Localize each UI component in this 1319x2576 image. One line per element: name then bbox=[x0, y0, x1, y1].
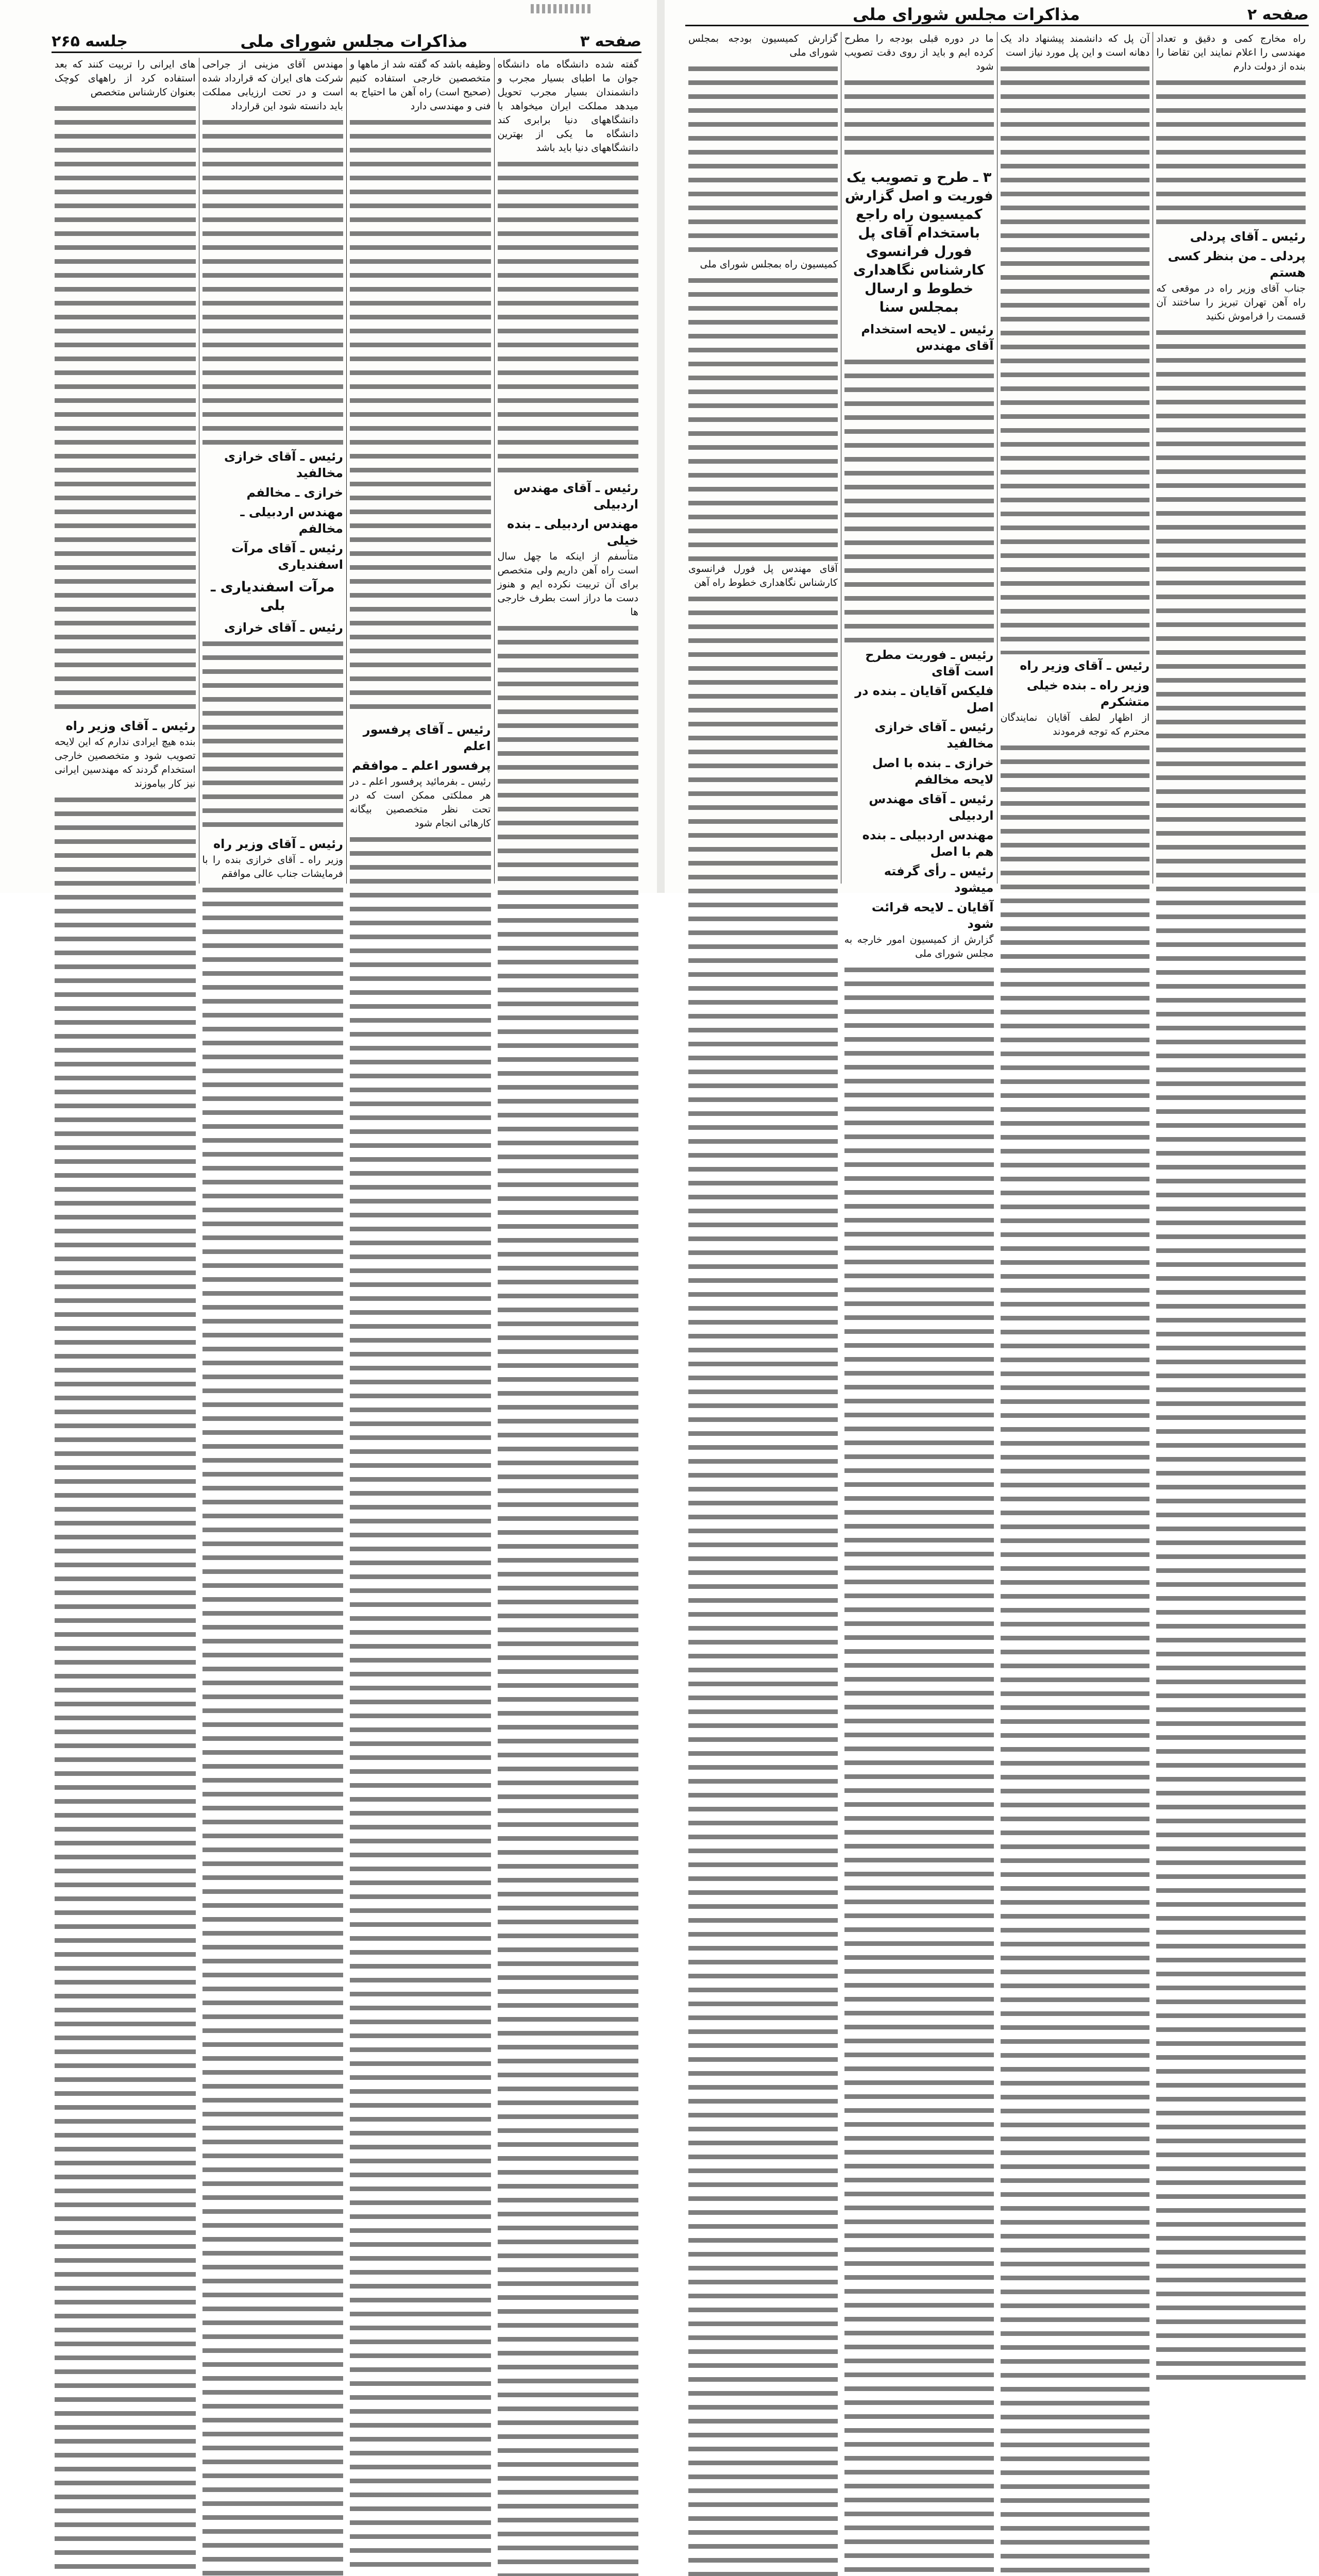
right-col3-speaker: رئیس ـ فوریت مطرح است آقای bbox=[865, 648, 994, 679]
left-col2-paragraph: رئیس ـ بفرمائید پرفسور اعلم ـ در هر مملکتی ممکن است که در تحت نظر متخصصین بیگانه کارهائی انجام شود bbox=[350, 776, 491, 829]
right-col3-text-lines bbox=[844, 355, 994, 643]
right-col3-section-heading: ۳ ـ طرح و تصویب یک فوریت و اصل گزارش کمیسیون راه راجع باستخدام آقای پل فورل فرانسوی کارشناس نگاهداری خطوط و ارسال بمجلس سنا bbox=[844, 170, 993, 315]
left-col3-speaker: رئیس ـ آقای مرآت اسفندیاری bbox=[231, 541, 343, 572]
right-col2-paragraph: از اظهار لطف آقایان نمایندگان محترم که توجه فرمودند bbox=[1000, 712, 1150, 737]
right-col3-speaker: مهندس اردبیلی ـ بنده هم با اصل bbox=[862, 828, 994, 859]
left-column-3 bbox=[199, 58, 347, 884]
scan-artifact bbox=[531, 4, 593, 13]
left-col4-text-lines bbox=[55, 793, 196, 2576]
right-col3-paragraph: گزارش از کمیسیون امور خارجه به مجلس شورای ملی bbox=[844, 934, 994, 959]
left-column-4 bbox=[52, 58, 199, 884]
right-col1-speaker: پردلی ـ من بنظر کسی هستم bbox=[1168, 249, 1306, 280]
left-col3-paragraph: مهندس آقای مزینی از جراحی شرکت های ایران که قرارداد شده است و در تحت ارزیابی مملکت باید دانسته شود این قرارداد bbox=[202, 59, 343, 112]
left-col3-speaker: رئیس ـ آقای خرازی مخالفید bbox=[224, 449, 343, 480]
left-col1-speaker: مهندس اردبیلی ـ بنده خیلی bbox=[507, 517, 638, 548]
left-col3-speaker: رئیس ـ آقای خرازی bbox=[224, 620, 343, 635]
right-col1-paragraph: جناب آقای وزیر راه در موقعی که راه آهن تهران تبریز را ساختند آن قسمت را فراموش نکنید bbox=[1156, 283, 1306, 322]
right-col1-text-lines bbox=[1156, 326, 1306, 2386]
right-col3-speaker: آقایان ـ لایحه قرائت شود bbox=[871, 900, 994, 931]
left-header-session: جلسه ۲۶۵ bbox=[52, 32, 128, 50]
right-col1-text-lines bbox=[1156, 76, 1306, 225]
left-newspaper-page bbox=[0, 0, 657, 893]
right-col3-text-lines bbox=[844, 76, 994, 163]
left-header-page-number: صفحه ۳ bbox=[580, 32, 641, 50]
page-gutter bbox=[657, 0, 665, 893]
right-newspaper-page bbox=[665, 0, 1319, 959]
left-col2-text-lines bbox=[350, 833, 491, 2576]
right-column-2 bbox=[997, 32, 1153, 884]
right-column-4 bbox=[685, 32, 841, 884]
left-col3-paragraph: وزیر راه ـ آقای خرازی بنده را با فرمایشات جناب عالی موافقم bbox=[202, 854, 343, 879]
left-column-1 bbox=[494, 58, 642, 884]
right-col4-paragraph: آقای مهندس پل فورل فرانسوی کارشناس نگاهداری خطوط راه آهن bbox=[688, 563, 838, 588]
right-col4-text-lines bbox=[688, 592, 838, 2576]
left-page-columns bbox=[52, 58, 641, 884]
right-col1-paragraph: راه مخارج کمی و دقیق و تعداد مهندسی را اعلام نمایند این تقاضا را بنده از دولت دارم bbox=[1156, 33, 1306, 72]
right-col4-text-lines bbox=[688, 274, 838, 562]
left-col4-paragraph: های ایرانی را تربیت کنند که بعد استفاده کرد از راههای کوچک بعنوان کارشناس متخصص bbox=[55, 59, 196, 98]
right-col2-text-lines bbox=[1001, 62, 1150, 654]
left-col4-speaker: رئیس ـ آقای وزیر راه bbox=[65, 719, 196, 733]
left-col4-text-lines bbox=[55, 101, 196, 715]
left-col3-text-lines bbox=[202, 115, 344, 445]
right-col3-speaker: رئیس ـ آقای مهندس اردبیلی bbox=[869, 792, 994, 823]
right-header-title: مذاکرات مجلس شورای ملی bbox=[852, 5, 1080, 24]
right-col3-speaker: رئیس ـ آقای خرازی مخالفید bbox=[874, 720, 994, 751]
left-col1-paragraph: گفته شده دانشگاه ماه دانشگاه جوان ما اطبای بسیار مجرب و دانشمندان بسیار مجرب تحویل میدهد مملکت ایران میخواهد با دانشگاههای دنیا برابری کند دانشگاه ما یکی از بهترین دانشگاههای دنیا باید باشد bbox=[497, 59, 638, 154]
left-col2-text-lines bbox=[350, 115, 491, 718]
left-col2-speaker: پرفسور اعلم ـ موافقم bbox=[352, 758, 491, 773]
left-header-title: مذاکرات مجلس شورای ملی bbox=[240, 31, 468, 51]
right-col3-speaker: خرازی ـ بنده با اصل لایحه مخالفم bbox=[872, 756, 994, 787]
left-col3-text-lines bbox=[202, 637, 344, 833]
right-page-columns bbox=[685, 32, 1309, 959]
left-page-header bbox=[52, 31, 641, 53]
left-col1-speaker: رئیس ـ آقای مهندس اردبیلی bbox=[513, 481, 638, 512]
right-header-page-number: صفحه ۲ bbox=[1247, 5, 1309, 24]
right-col2-speaker: رئیس ـ آقای وزیر راه bbox=[1020, 658, 1150, 673]
right-col3-speaker: رئیس ـ لایحه استخدام آقای مهندس bbox=[861, 322, 994, 353]
left-col3-speaker: رئیس ـ آقای وزیر راه bbox=[213, 837, 343, 851]
right-col4-paragraph: گزارش کمیسیون بودجه بمجلس شورای ملی bbox=[688, 33, 838, 58]
left-col3-text-lines bbox=[202, 883, 344, 2576]
right-col2-text-lines bbox=[1001, 741, 1150, 2576]
right-col4-paragraph: کمیسیون راه بمجلس شورای ملی bbox=[700, 259, 838, 270]
left-col3-speaker: مهندس اردبیلی ـ مخالفم bbox=[240, 505, 343, 536]
right-column-3 bbox=[841, 32, 997, 959]
left-col2-speaker: رئیس ـ آقای پرفسور اعلم bbox=[363, 722, 491, 753]
left-col3-speaker: خرازی ـ مخالفم bbox=[246, 485, 343, 500]
right-col2-paragraph: آن پل که دانشمند پیشنهاد داد یک دهانه است و این پل مورد نیاز است bbox=[1000, 33, 1150, 58]
left-col1-paragraph: متأسفم از اینکه ما چهل سال است راه آهن داریم ولی متخصص برای آن تربیت نکرده ایم و هنوز دست ما دراز است بطرف خارجی ها bbox=[497, 551, 638, 618]
right-col4-text-lines bbox=[688, 62, 838, 258]
right-col3-paragraph: ما در دوره قبلی بودجه را مطرح کرده ایم و باید از روی دقت تصویب شود bbox=[844, 33, 994, 72]
left-col1-text-lines bbox=[498, 621, 639, 2576]
right-col3-speaker: فلیکس آقایان ـ بنده در اصل bbox=[855, 684, 994, 715]
left-col3-heading: مرآت اسفندیاری ـ بلی bbox=[211, 579, 335, 614]
left-col4-paragraph: بنده هیچ ایرادی ندارم که این لایحه تصویب شود و متخصصین خارجی استخدام گردند که مهندسین ایرانی نیز کار بیاموزند bbox=[55, 736, 196, 789]
left-col1-text-lines bbox=[498, 157, 639, 477]
right-page-header bbox=[685, 4, 1309, 26]
left-col2-paragraph: وظیفه باشد که گفته شد از ماهها و متخصصین خارجی استفاده کنیم (صحیح است) راه آهن ما احتیاج به فنی و مهندسی دارد bbox=[350, 59, 491, 112]
right-col1-speaker: رئیس ـ آقای پردلی bbox=[1190, 229, 1306, 244]
left-column-2 bbox=[346, 58, 494, 884]
right-col3-speaker: رئیس ـ رأی گرفته میشود bbox=[884, 864, 994, 895]
right-column-1 bbox=[1153, 32, 1309, 884]
right-col3-text-lines bbox=[844, 963, 994, 2576]
right-col2-speaker: وزیر راه ـ بنده خیلی متشکرم bbox=[1026, 678, 1150, 709]
